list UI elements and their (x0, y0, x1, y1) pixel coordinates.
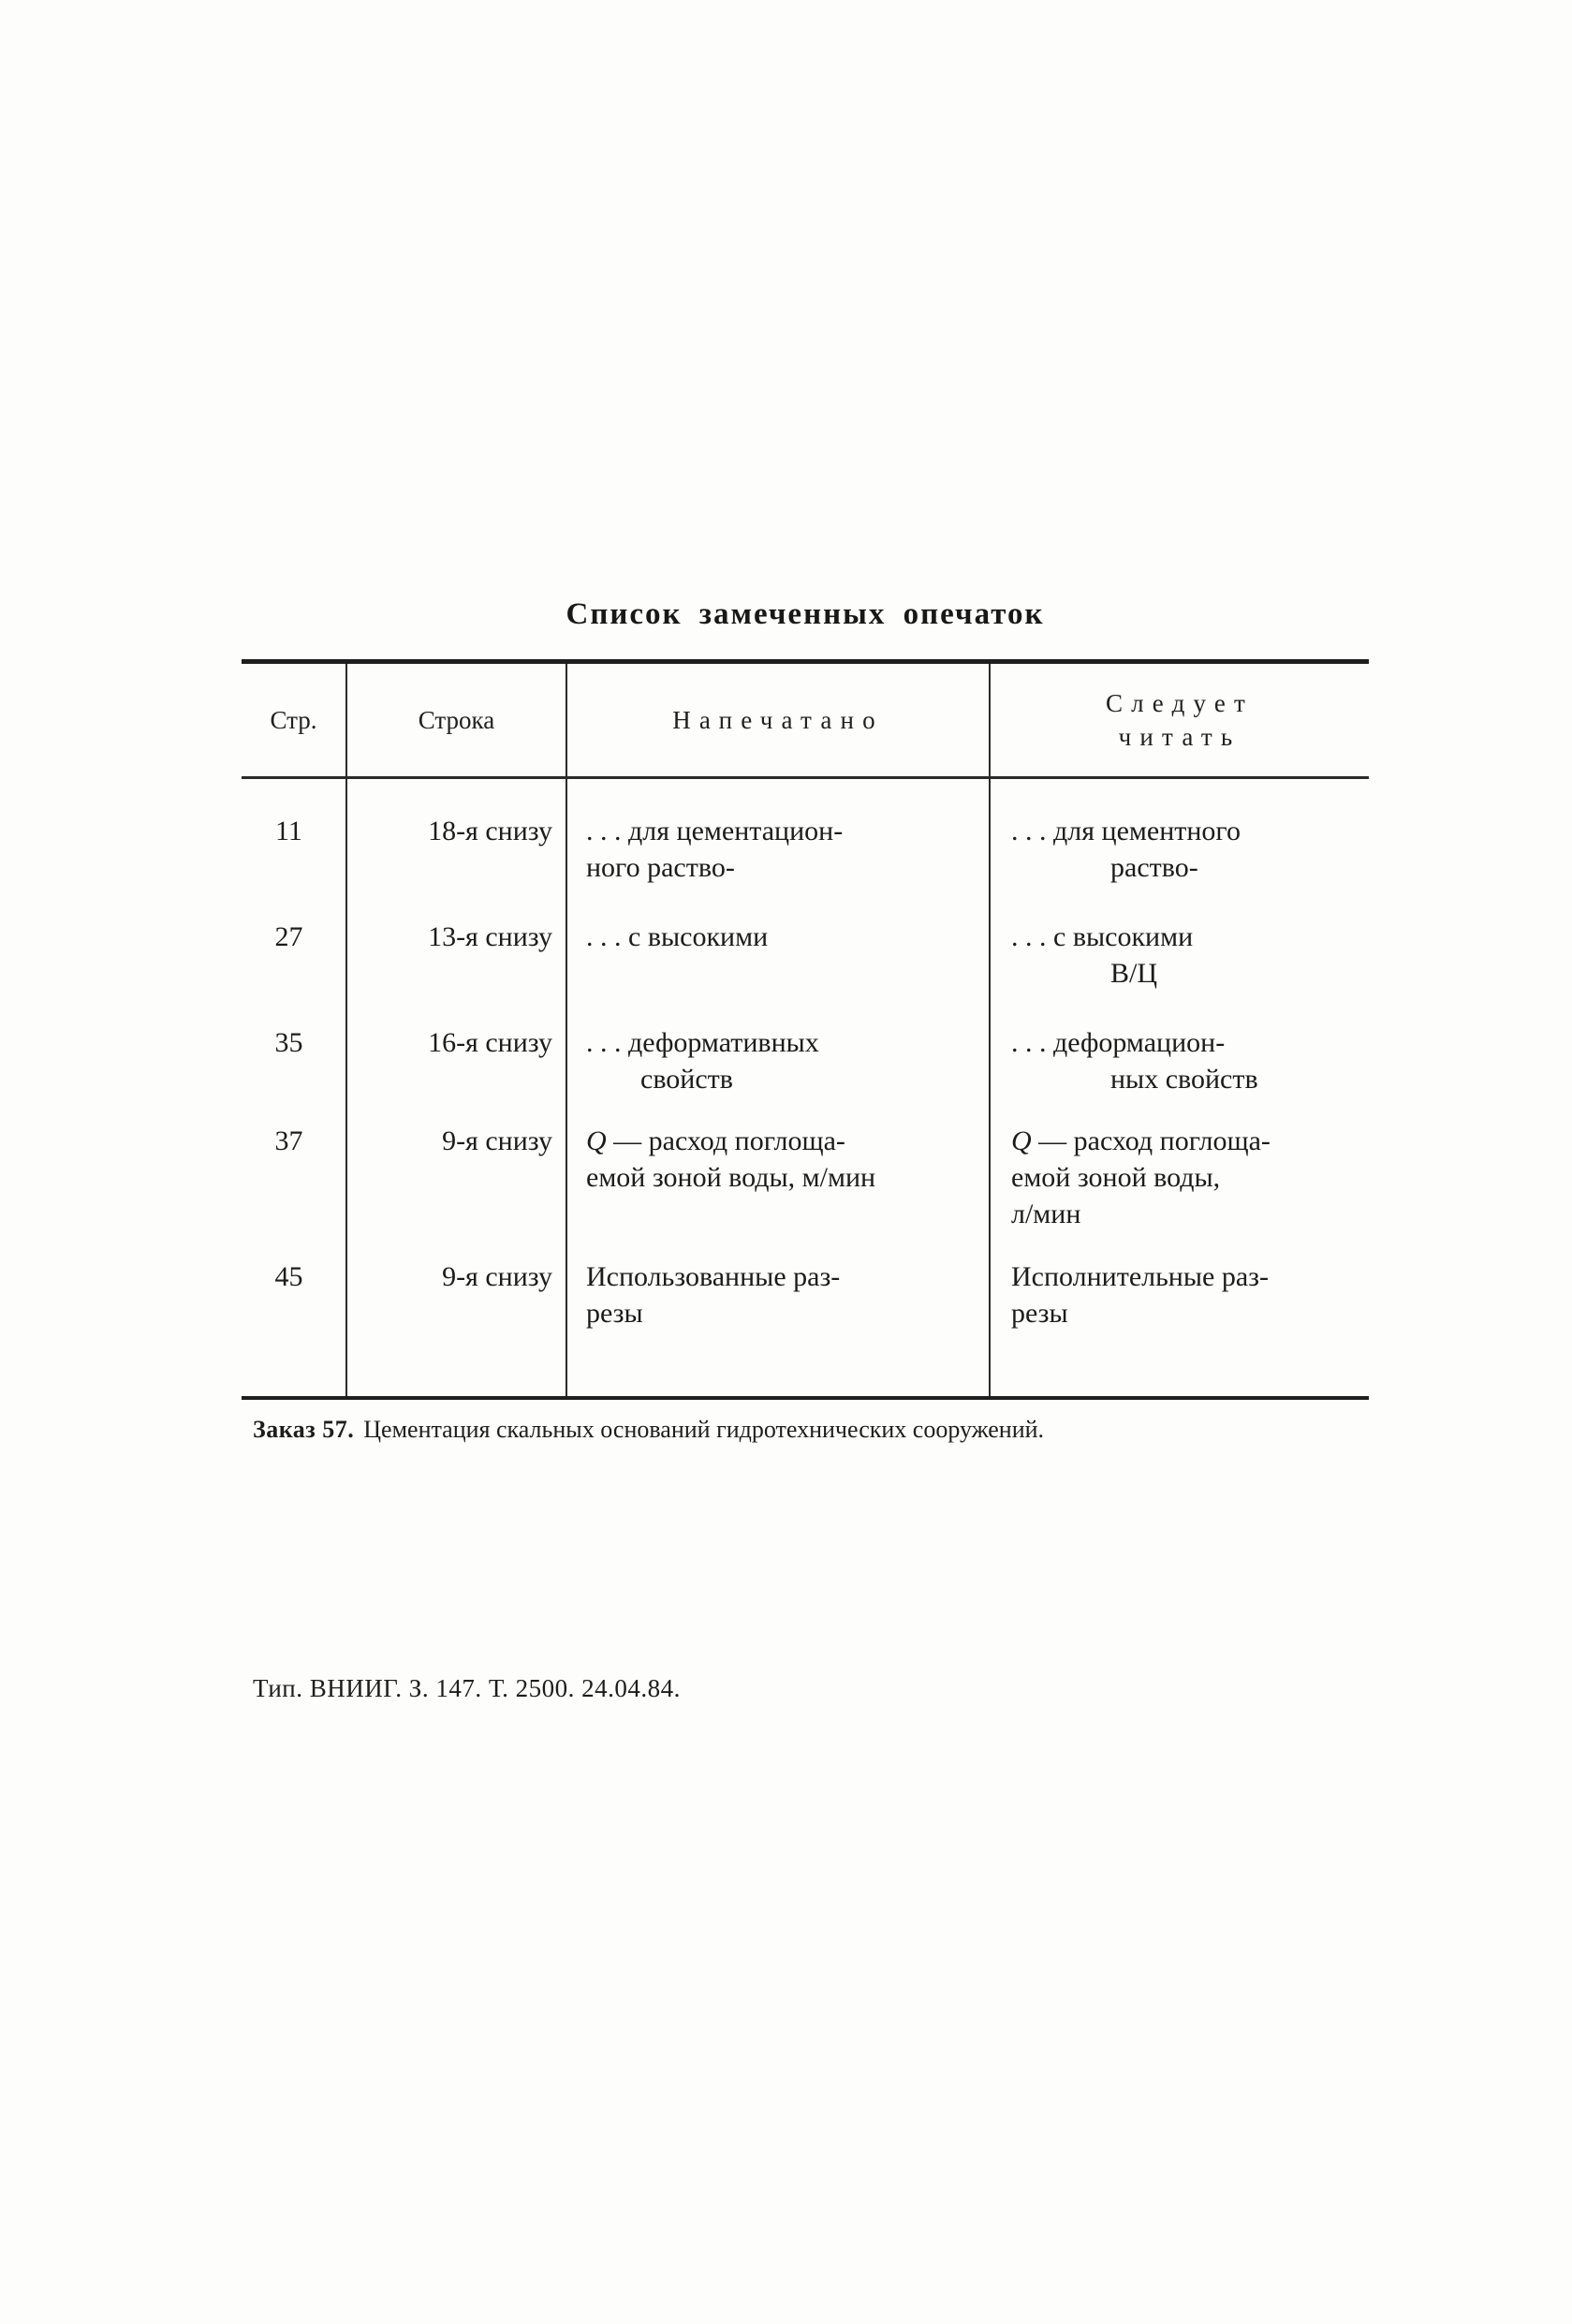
line-ref: 13-я снизу (428, 921, 552, 952)
printing-imprint: Тип. ВНИИГ. З. 147. Т. 2500. 24.04.84. (253, 1674, 681, 1702)
cell-line (347, 1225, 567, 1396)
page-number: 35 (274, 1027, 303, 1058)
cell-correct (991, 779, 1369, 885)
cell-correct (991, 1089, 1369, 1229)
page-number: 45 (274, 1261, 303, 1292)
header-line-label: Строка (418, 705, 495, 734)
cell-page (242, 885, 347, 991)
page-number: 27 (274, 921, 303, 952)
text-line: раство- (1110, 852, 1198, 883)
cell-page (242, 991, 347, 1089)
cell-line (347, 1089, 567, 1225)
cell-page (242, 1225, 347, 1396)
line-ref: 9-я снизу (442, 1125, 552, 1156)
cell-correct (991, 1225, 1369, 1396)
text-line: резы (1011, 1298, 1068, 1329)
text-line: емой зоной воды, (1011, 1162, 1221, 1193)
text-line: Q — расход поглоща- (586, 1125, 845, 1156)
text-line: резы (586, 1298, 643, 1329)
footnote-label: Заказ 57. (253, 1416, 355, 1443)
cell-line (347, 885, 567, 991)
header-correct-label-line2: читать (1118, 723, 1241, 751)
text-line: . . . с высокими (586, 921, 769, 952)
header-printed-label: Напечатано (672, 706, 884, 734)
text-line: . . . деформацион- (1011, 1027, 1226, 1058)
text-line: свойств (640, 1064, 733, 1095)
header-page-label: Стр. (270, 705, 317, 734)
text-line: . . . для цементного (1011, 816, 1241, 846)
cell-printed (567, 1225, 991, 1396)
cell-line (347, 779, 567, 885)
cell-printed (567, 991, 991, 1095)
order-footnote (253, 1416, 1376, 1444)
page-number: 11 (275, 816, 302, 846)
text-line: ных свойств (1110, 1064, 1258, 1095)
cell-correct (991, 991, 1369, 1095)
text-line: В/Ц (1110, 958, 1158, 989)
header-cell-line (347, 664, 567, 779)
header-cell-correct (991, 664, 1369, 779)
text-line: Исполнительные раз- (1011, 1261, 1269, 1292)
header-cell-printed (567, 664, 991, 779)
text-line: Использованные раз- (586, 1261, 841, 1292)
cell-page (242, 779, 347, 885)
cell-page (242, 1089, 347, 1225)
errata-title: Список замеченных опечаток (566, 597, 1045, 631)
text-line: Q — расход поглоща- (1011, 1125, 1271, 1156)
text-line: . . . для цементацион- (586, 816, 844, 846)
footnote-text: Цементация скальных оснований гидротехнических сооружений. (363, 1416, 1045, 1443)
errata-table (242, 659, 1369, 1400)
header-cell-page (242, 664, 347, 779)
page-number: 37 (274, 1125, 303, 1156)
cell-line (347, 991, 567, 1089)
cell-printed (567, 885, 991, 991)
line-ref: 9-я снизу (442, 1261, 552, 1292)
text-line: л/мин (1011, 1199, 1081, 1229)
text-line: . . . с высокими (1011, 921, 1194, 952)
text-line: емой зоной воды, м/мин (586, 1162, 876, 1193)
cell-printed (567, 779, 991, 885)
cell-correct (991, 885, 1369, 991)
cell-printed (567, 1089, 991, 1225)
header-correct-label-line1: Следует (1105, 689, 1255, 717)
line-ref: 18-я снизу (428, 816, 552, 846)
text-line: ного раство- (586, 852, 735, 883)
line-ref: 16-я снизу (428, 1027, 552, 1058)
text-line: . . . деформативных (586, 1027, 819, 1058)
